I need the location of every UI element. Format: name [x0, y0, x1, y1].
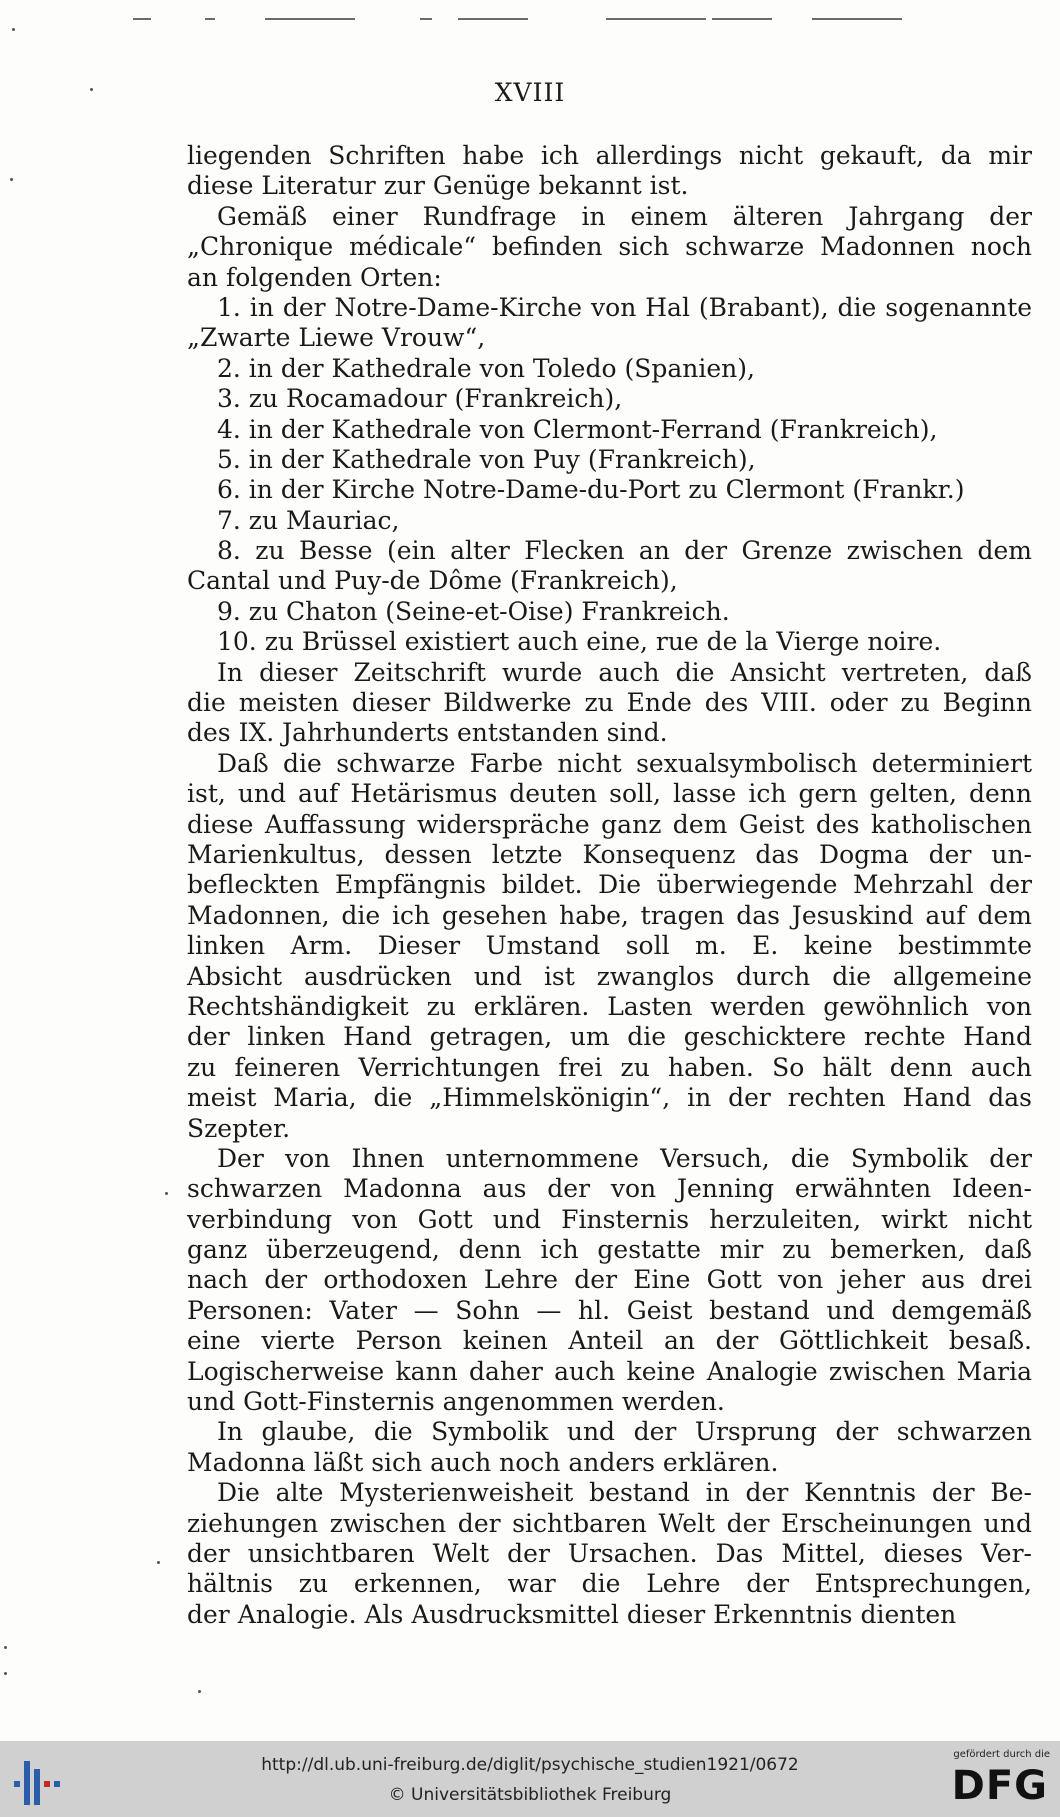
text-line: 5. in der Kathedrale von Puy (Frankreich), — [217, 444, 756, 474]
text-line: 2. in der Kathedrale von Toledo (Spanien), — [217, 353, 755, 383]
text-line: meist Maria, die „Himmelskönigin“, in der rechten Hand das — [187, 1083, 1032, 1113]
footer-copyright: © Universitätsbibliothek Freiburg — [388, 1785, 672, 1805]
text-line: Personen: Vater — Sohn — hl. Geist bestand und demgemäß — [187, 1295, 1032, 1325]
scan-artifact — [458, 18, 528, 20]
text-line: 8. zu Besse (ein alter Flecken an der Grenze zwischen dem — [217, 536, 1032, 566]
text-line: ganz überzeugend, denn ich gestatte mir zu bemerken, daß — [187, 1235, 1032, 1265]
text-line: Szepter. — [187, 1113, 291, 1143]
scan-artifact — [4, 1646, 7, 1649]
text-line: Madonnen, die ich gesehen habe, tragen das Jesuskind auf dem — [187, 900, 1032, 930]
text-line: befleckten Empfängnis bildet. Die überwiegende Mehrzahl der — [187, 870, 1032, 900]
text-line: eine vierte Person keinen Anteil an der Göttlichkeit besaß. — [187, 1326, 1032, 1356]
scan-artifact — [606, 18, 706, 20]
text-line: Marienkultus, dessen letzte Konsequenz das Dogma der un- — [187, 839, 1032, 869]
text-line: In glaube, die Symbolik und der Ursprung der schwarzen — [217, 1417, 1032, 1447]
text-line: schwarzen Madonna aus der von Jenning erwähnten Ideen- — [187, 1174, 1032, 1204]
text-line: der Analogie. Als Ausdrucksmittel dieser Erkenntnis dienten — [187, 1599, 957, 1629]
scan-artifact — [198, 1690, 201, 1693]
text-line: Absicht ausdrücken und ist zwanglos durch die allgemeine — [187, 961, 1032, 991]
scan-artifact — [4, 1672, 7, 1675]
text-line: Rechtshändigkeit zu erklären. Lasten werden gewöhnlich von — [187, 991, 1032, 1021]
scan-artifact — [712, 18, 772, 20]
scan-artifact — [133, 18, 151, 20]
body-text — [187, 141, 1032, 1630]
text-line: 10. zu Brüssel existiert auch eine, rue de la Vierge noire. — [217, 627, 942, 657]
text-line: an folgenden Orten: — [187, 262, 442, 292]
text-line: diese Auffassung widerspräche ganz dem Geist des katholischen — [187, 809, 1032, 839]
footer-bar — [0, 1741, 1060, 1817]
scan-artifact — [265, 18, 355, 20]
scan-artifact — [157, 1561, 160, 1564]
footer-url-link[interactable]: http://dl.ub.uni-freiburg.de/diglit/psychische_studien1921/0672 — [261, 1755, 799, 1775]
text-line: Der von Ihnen unternommene Versuch, die Symbolik der — [217, 1143, 1032, 1173]
text-line: In dieser Zeitschrift wurde auch die Ansicht vertreten, daß — [217, 657, 1032, 687]
scan-artifact — [12, 28, 15, 31]
text-line: linken Arm. Dieser Umstand soll m. E. keine bestimmte — [187, 931, 1032, 961]
scan-artifact — [420, 18, 432, 20]
text-line: Gemäß einer Rundfrage in einem älteren Jahrgang der — [217, 201, 1032, 231]
text-line: 4. in der Kathedrale von Clermont-Ferrand (Frankreich), — [217, 414, 938, 444]
text-line: 7. zu Mauriac, — [217, 505, 400, 535]
scan-artifact — [10, 178, 13, 181]
text-line: und Gott-Finsternis angenommen werden. — [187, 1387, 725, 1417]
scan-artifact — [205, 18, 215, 20]
text-line: diese Literatur zur Genüge bekannt ist. — [187, 171, 689, 201]
dfg-logo: DFG — [951, 1763, 1048, 1809]
text-line: hältnis zu erkennen, war die Lehre der Entsprechungen, — [187, 1569, 1032, 1599]
text-line: 6. in der Kirche Notre-Dame-du-Port zu Clermont (Frankr.) — [217, 475, 965, 505]
text-line: „Chronique médicale“ befinden sich schwarze Madonnen noch — [187, 232, 1032, 262]
text-line: liegenden Schriften habe ich allerdings nicht gekauft, da mir — [187, 141, 1032, 170]
scan-artifact — [165, 1192, 168, 1195]
text-line: Logischerweise kann daher auch keine Analogie zwischen Maria — [187, 1356, 1032, 1386]
text-line: nach der orthodoxen Lehre der Eine Gott von jeher aus drei — [187, 1265, 1032, 1295]
text-line: ist, und auf Hetärismus deuten soll, lasse ich gern gelten, denn — [187, 779, 1032, 809]
text-line: Cantal und Puy-de Dôme (Frankreich), — [187, 566, 678, 596]
text-line: 1. in der Notre-Dame-Kirche von Hal (Brabant), die sogenannte — [217, 292, 1032, 322]
text-line: verbindung von Gott und Finsternis herzuleiten, wirkt nicht — [187, 1204, 1032, 1234]
funding-note: gefördert durch die — [953, 1749, 1050, 1760]
text-line: des IX. Jahrhunderts entstanden sind. — [187, 718, 668, 748]
text-line: der unsichtbaren Welt der Ursachen. Das Mittel, dieses Ver- — [187, 1538, 1032, 1568]
text-line: Daß die schwarze Farbe nicht sexualsymbolisch determiniert — [217, 748, 1032, 778]
page-number: XVIII — [494, 78, 566, 107]
text-line: Die alte Mysterienweisheit bestand in der Kenntnis der Be- — [217, 1478, 1032, 1508]
text-line: Madonna läßt sich auch noch anders erklären. — [187, 1447, 779, 1477]
text-line: „Zwarte Liewe Vrouw“, — [187, 323, 486, 353]
text-line: der linken Hand getragen, um die geschicktere rechte Hand — [187, 1022, 1032, 1052]
text-line: 9. zu Chaton (Seine-et-Oise) Frankreich. — [217, 596, 730, 626]
text-line: die meisten dieser Bildwerke zu Ende des VIII. oder zu Beginn — [187, 688, 1032, 718]
text-line: 3. zu Rocamadour (Frankreich), — [217, 384, 623, 414]
text-line: zu feineren Verrichtungen frei zu haben. So hält denn auch — [187, 1052, 1032, 1082]
text-line: ziehungen zwischen der sichtbaren Welt der Erscheinungen und — [187, 1508, 1032, 1538]
scan-artifact — [812, 18, 902, 20]
